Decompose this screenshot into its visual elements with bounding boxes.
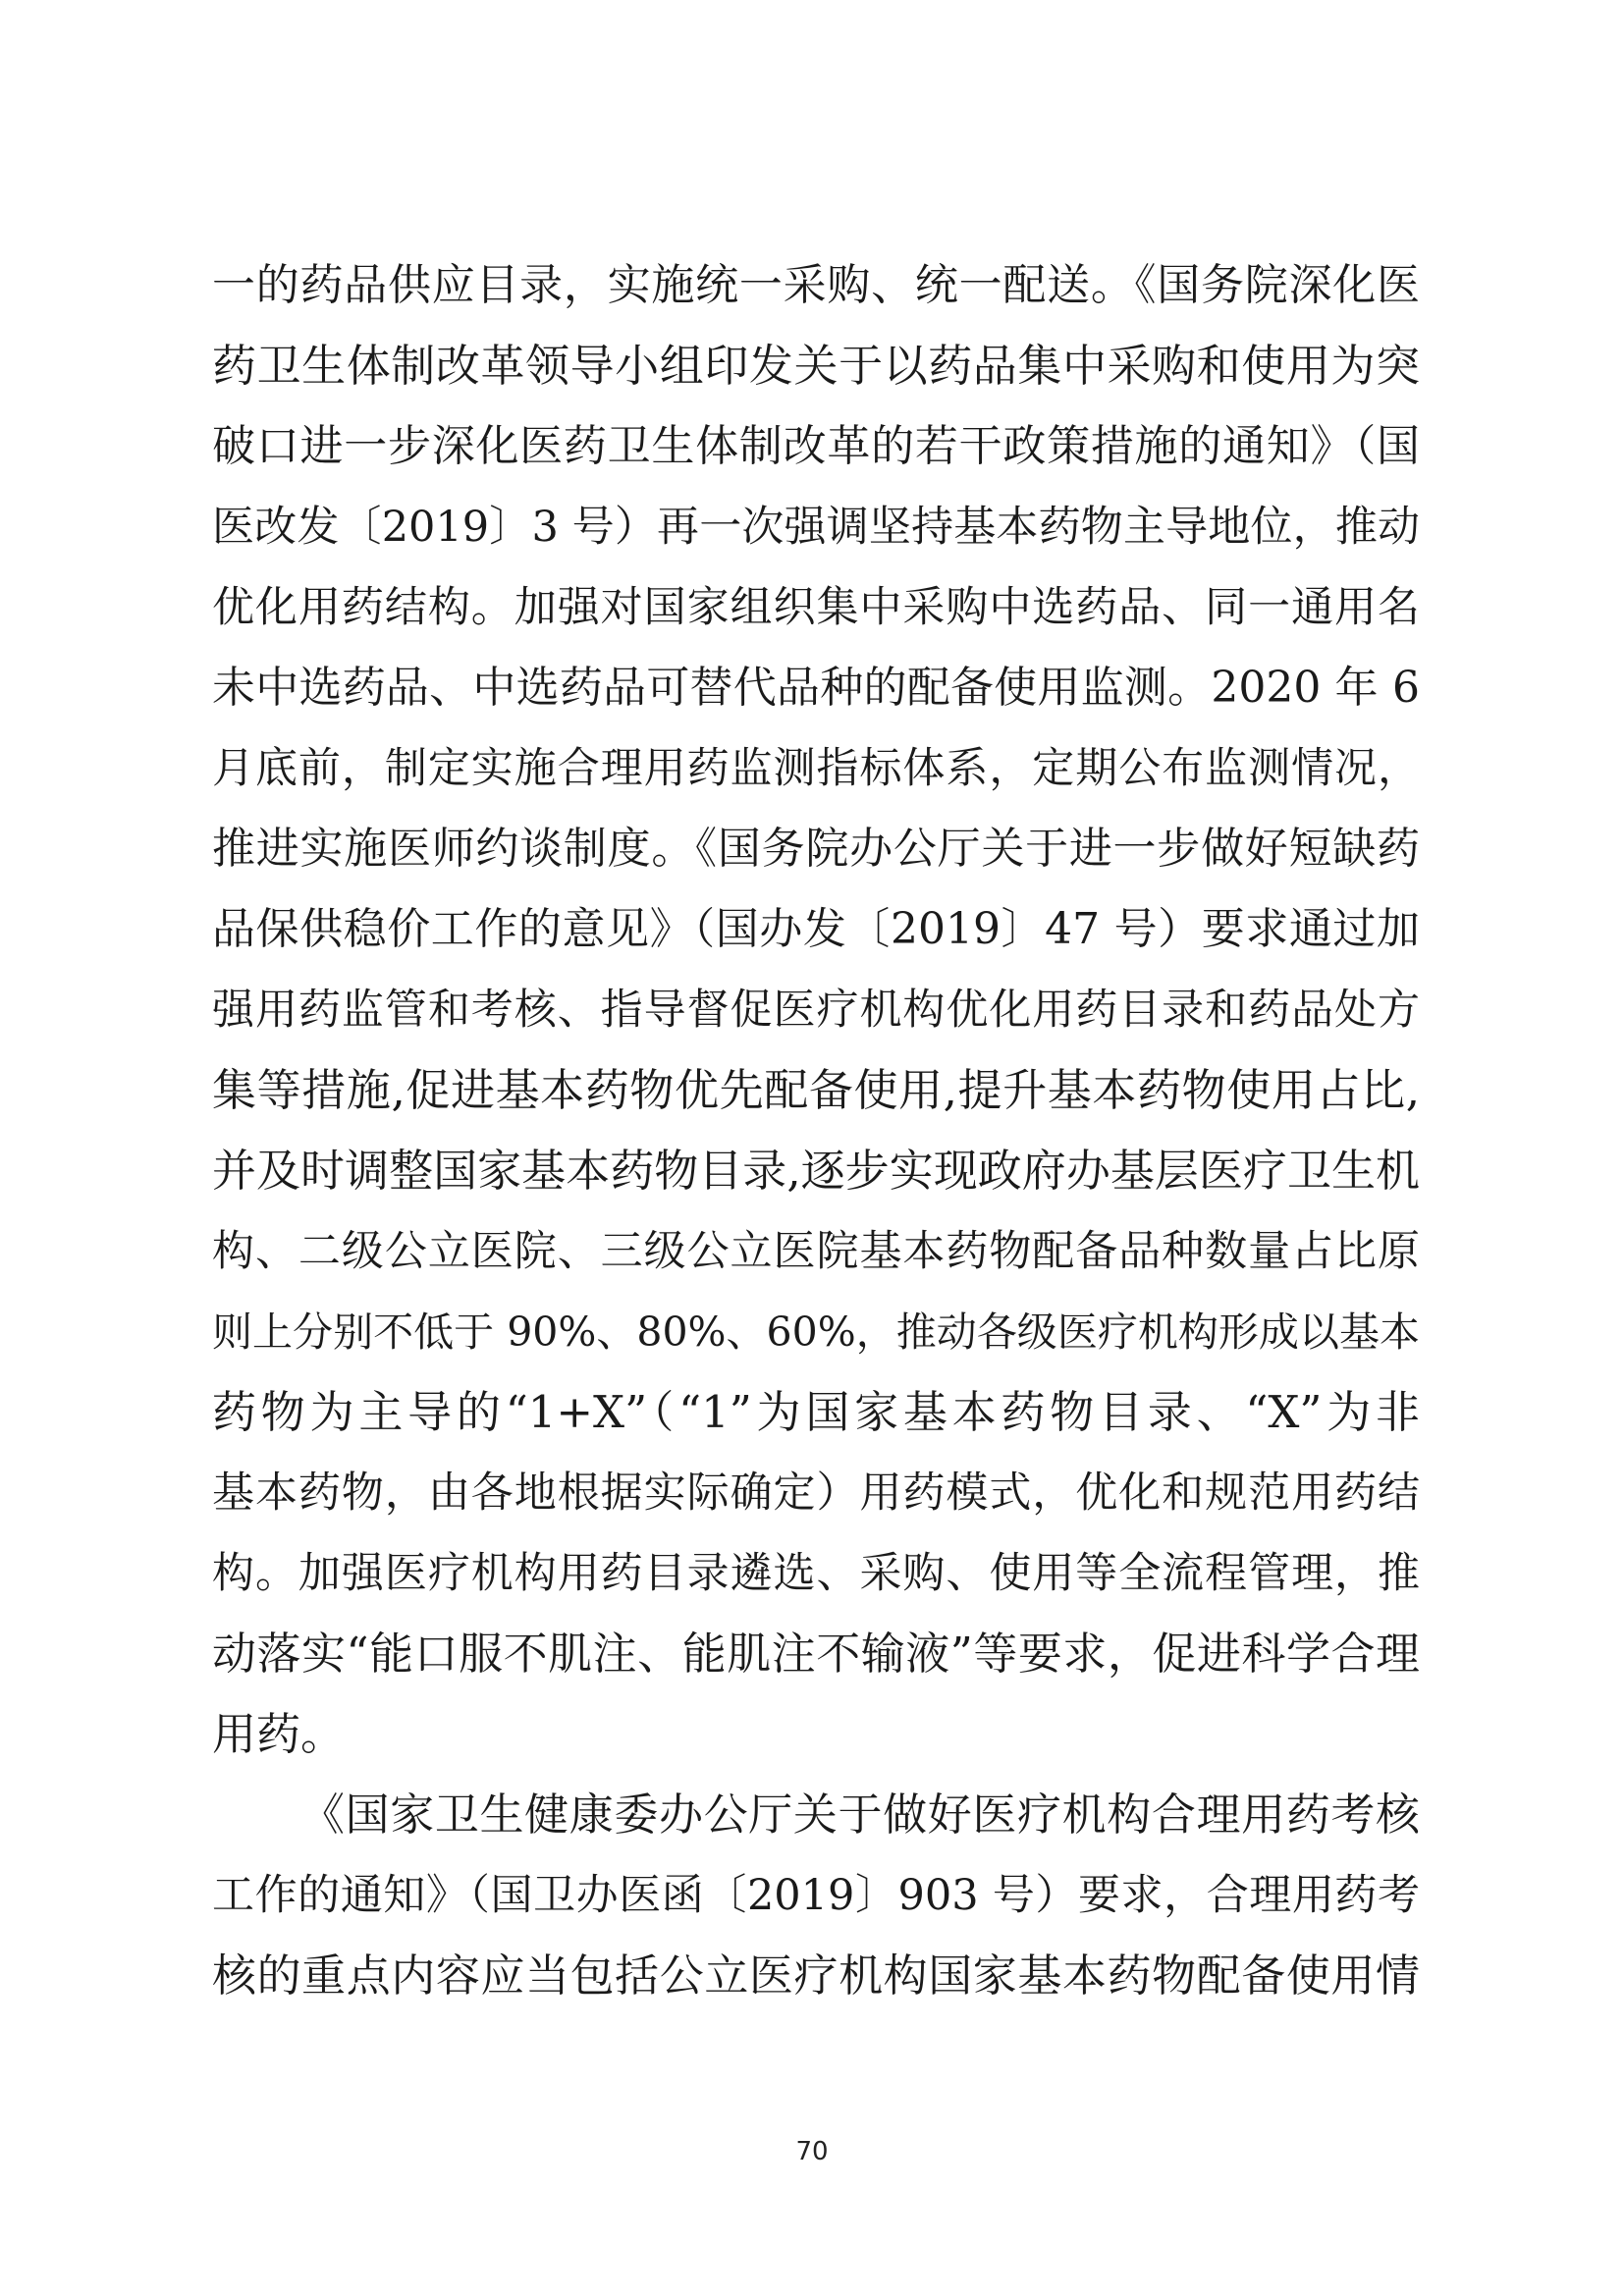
text-line: 医改发〔2019〕3 号）再一次强调坚持基本药物主导地位，推动 [212, 503, 1420, 552]
text-line: 用药。 [212, 1708, 346, 1760]
text-line: 月底前，制定实施合理用药监测指标体系，定期公布监测情况， [212, 744, 1420, 793]
text-line: 核的重点内容应当包括公立医疗机构国家基本药物配备使用情 [212, 1949, 1420, 2002]
text-line: 药卫生体制改革领导小组印发关于以药品集中采购和使用为突 [212, 340, 1420, 392]
body-text [212, 245, 1420, 2016]
text-line: 药物为主导的“1+X”（“1”为国家基本药物目录、“X”为非 [212, 1386, 1420, 1438]
text-line: 构、二级公立医院、三级公立医院基本药物配备品种数量占比原 [212, 1227, 1420, 1276]
text-line: 优化用药结构。加强对国家组织集中采购中选药品、同一通用名 [212, 583, 1420, 632]
text-line: 工作的通知》（国卫办医函〔2019〕903 号）要求，合理用药考 [212, 1871, 1420, 1920]
text-line: 一的药品供应目录，实施统一采购、统一配送。《国务院深化医 [212, 260, 1420, 310]
text-line: 动落实“能口服不肌注、能肌注不输液”等要求，促进科学合理 [212, 1628, 1420, 1680]
text-line: 《国家卫生健康委办公厅关于做好医疗机构合理用药考核 [300, 1789, 1420, 1841]
text-line: 破口进一步深化医药卫生体制改革的若干政策措施的通知》（国 [212, 421, 1420, 471]
text-line: 强用药监管和考核、指导督促医疗机构优化用药目录和药品处方 [212, 986, 1420, 1035]
text-line: 推进实施医师约谈制度。《国务院办公厅关于进一步做好短缺药 [212, 824, 1420, 874]
text-line: 并及时调整国家基本药物目录,逐步实现政府办基层医疗卫生机 [212, 1145, 1420, 1197]
page-number: 70 [795, 2137, 829, 2166]
text-line: 构。加强医疗机构用药目录遴选、采购、使用等全流程管理，推 [212, 1549, 1420, 1598]
text-line: 品保供稳价工作的意见》（国办发〔2019〕47 号）要求通过加 [212, 904, 1420, 954]
text-line: 未中选药品、中选药品可替代品种的配备使用监测。2020 年 6 [212, 663, 1420, 713]
text-line: 基本药物，由各地根据实际确定）用药模式，优化和规范用药结 [212, 1468, 1420, 1518]
text-line: 集等措施,促进基本药物优先配备使用,提升基本药物使用占比, [212, 1064, 1420, 1116]
text-line: 则上分别不低于 90%、80%、60%，推动各级医疗机构形成以基本 [212, 1308, 1420, 1356]
